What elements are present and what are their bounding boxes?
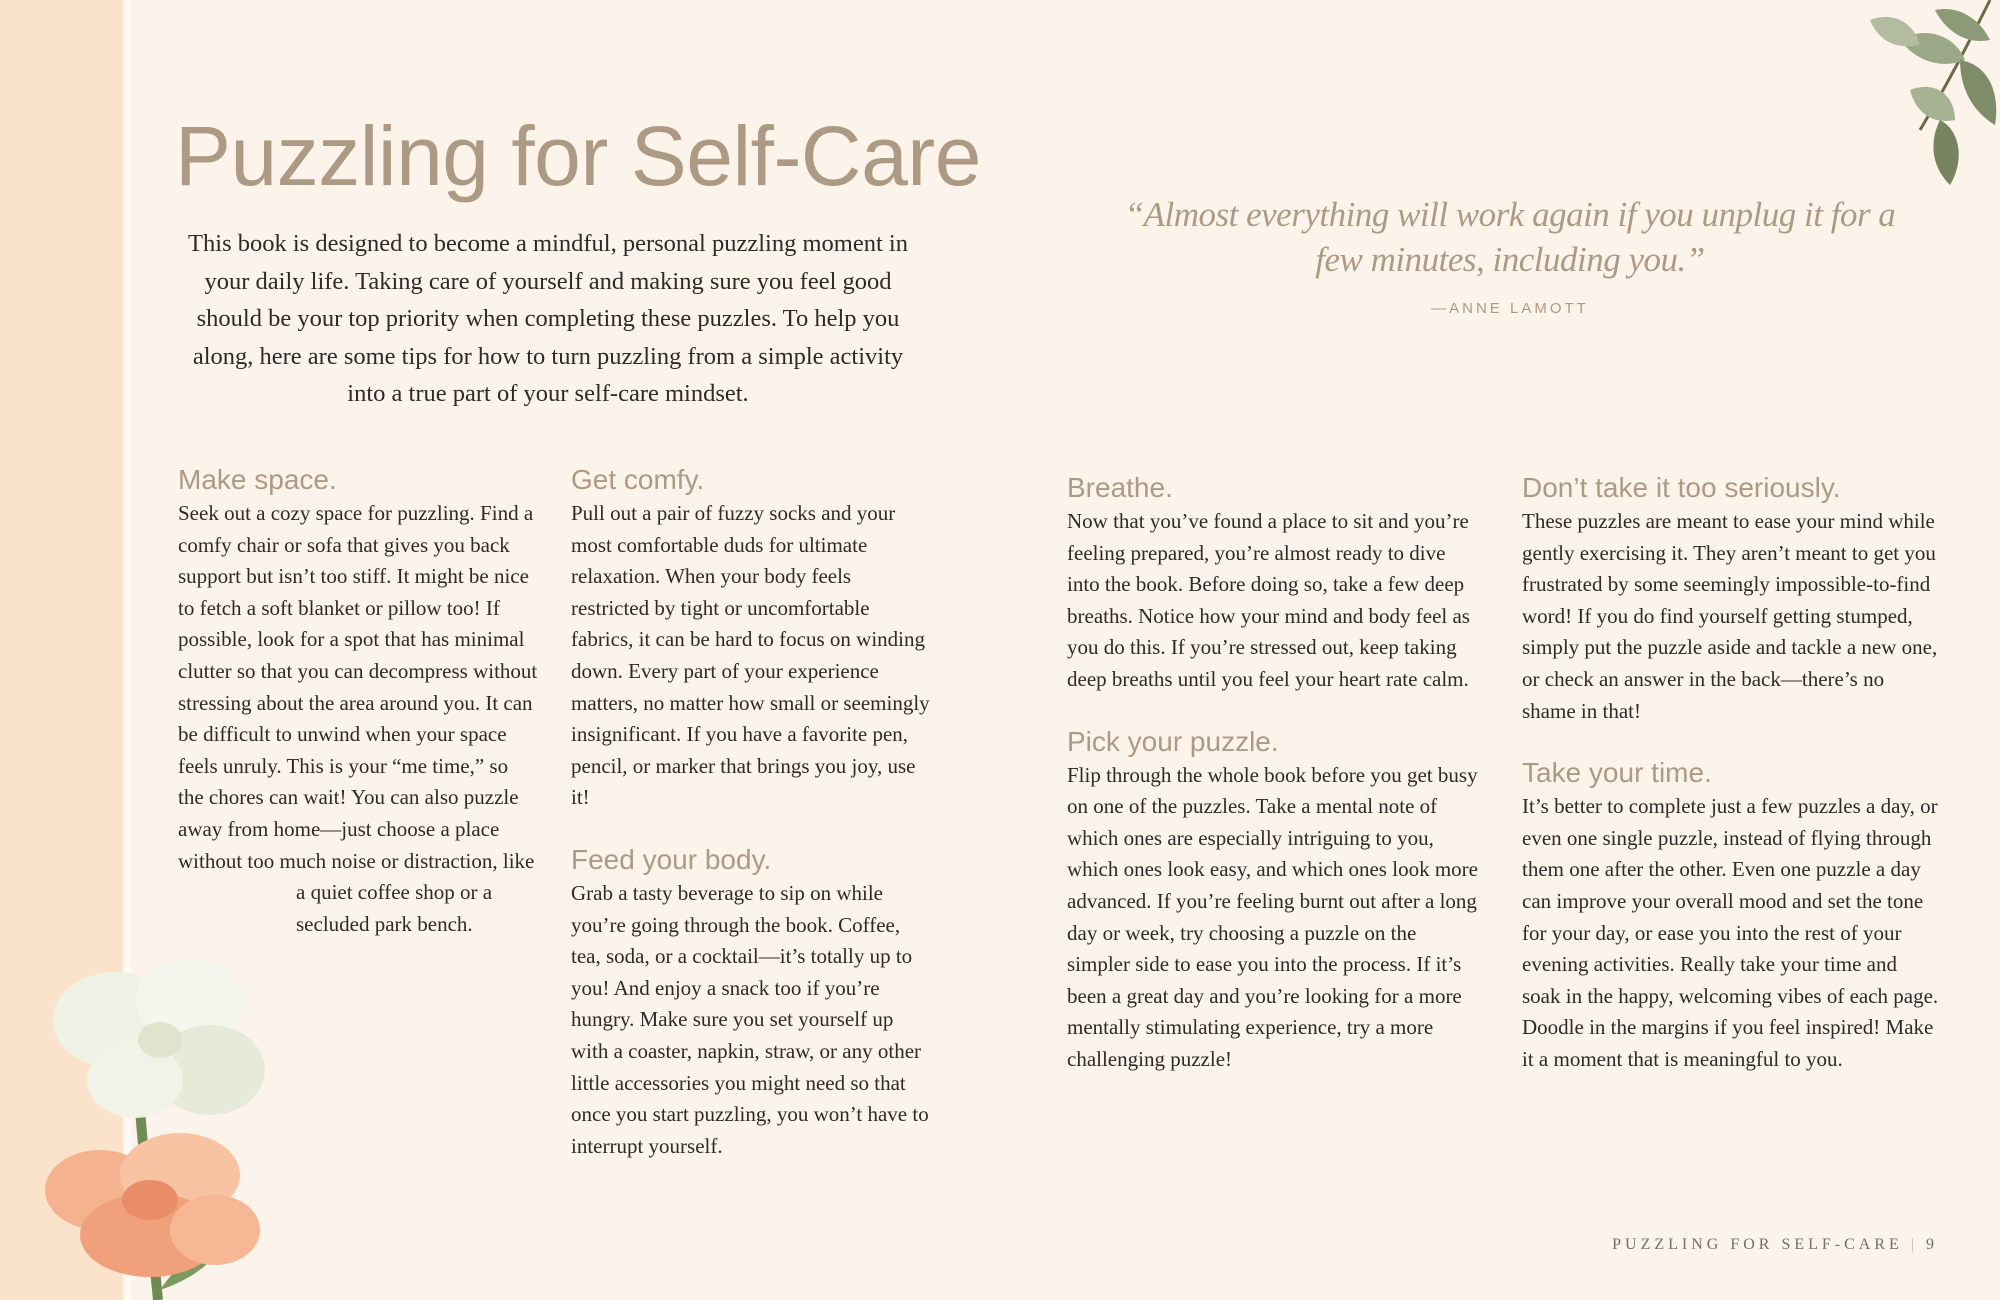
- section-body: Flip through the whole book before you get busy on one of the puzzles. Take a mental note of which ones are especially intriguing to you, which ones look easy, and which ones look more advanced. If you’re feeling burnt out after a long day or week, try choosing a puzzle on the simpler side to ease you into the process. If it’s been a great day and you’re looking for a more mentally stimulating experience, try a more challenging puzzle!: [1067, 762, 1478, 1071]
- section-get-comfy: [571, 462, 933, 814]
- section-heading: Breathe.: [1067, 472, 1173, 503]
- column-2: [571, 462, 933, 1162]
- column-1: [178, 462, 538, 940]
- section-make-space: [178, 462, 538, 940]
- page-number: 9: [1926, 1236, 1938, 1253]
- section-body-tail: a quiet coffee shop or a secluded park bench.: [296, 880, 493, 936]
- footer-divider: |: [1910, 1236, 1918, 1253]
- section-body: Seek out a cozy space for puzzling. Find a comfy chair or sofa that gives you back support but isn’t too stiff. It might be nice to fetch a soft blanket or pillow too! If possible, look for a spot that has minimal clutter so that you can decompress without stressing about the area around you. It can be difficult to unwind when your space feels unruly. This is your “me time,” so the chores can wait! You can also puzzle away from home—just choose a place without too much noise or distraction, like: [178, 501, 538, 873]
- quote-attribution: —ANNE LAMOTT: [1431, 300, 1589, 317]
- section-feed-your-body: [571, 842, 933, 1162]
- section-breathe: [1067, 470, 1479, 696]
- section-heading: Take your time.: [1522, 757, 1712, 789]
- section-take-your-time: [1522, 755, 1940, 1075]
- section-heading: Feed your body.: [571, 843, 772, 875]
- section-body: It’s better to complete just a few puzzles a day, or even one single puzzle, instead of flying through them one after the other. Even one puzzle a day can improve your overall mood and set the tone for your day, or ease you into the rest of your evening activities. Really take your time and soak in the happy, welcoming vibes of each page. Doodle in the margins if you feel inspired! Make it a moment that is meaningful to you.: [1522, 794, 1939, 1071]
- section-heading: Get comfy.: [571, 464, 705, 495]
- page-title: Puzzling for Self-Care: [175, 109, 981, 203]
- column-3: [1067, 470, 1479, 1076]
- pull-quote: “Almost everything will work again if you unplug it for a few minutes, including you.”: [1124, 195, 1896, 279]
- section-body: Now that you’ve found a place to sit and you’re feeling prepared, you’re almost ready to dive into the book. Before doing so, take a few deep breaths. Notice how your mind and body feel as you do this. If you’re stressed out, keep taking deep breaths until you feel your heart rate calm.: [1067, 509, 1470, 691]
- flower-illustration: [40, 960, 300, 1300]
- running-footer: [1612, 1236, 1938, 1254]
- section-pick-your-puzzle: [1067, 724, 1479, 1076]
- running-head: PUZZLING FOR SELF-CARE: [1612, 1236, 1903, 1253]
- section-heading: Make space.: [178, 464, 337, 495]
- leaf-sprig-illustration: [1840, 0, 2000, 210]
- section-body: Grab a tasty beverage to sip on while you’re going through the book. Coffee, tea, soda, or a cocktail—it’s totally up to you! And enjoy a snack too if you’re hungry. Make sure you set yourself up with a coaster, napkin, straw, or any other little accessories you might need so that once you start puzzling, you won’t have to interrupt yourself.: [571, 880, 929, 1158]
- section-heading: Don’t take it too seriously.: [1522, 472, 1841, 503]
- section-body: Pull out a pair of fuzzy socks and your most comfortable duds for ultimate relaxation. When your body feels restricted by tight or uncomfortable fabrics, it can be hard to focus on winding down. Every part of your experience matters, no matter how small or seemingly insignificant. If you have a favorite pen, pencil, or marker that brings you joy, use it!: [571, 501, 930, 810]
- section-dont-take-it-too-seriously: [1522, 470, 1940, 727]
- column-4: [1522, 470, 1940, 1076]
- intro-paragraph: This book is designed to become a mindful, personal puzzling moment in your daily life. Taking care of yourself and making sure you feel good should be your top priority when completing these puzzles. To help you along, here are some tips for how to turn puzzling from a simple activity into a true part of your self-care mindset.: [188, 230, 908, 407]
- section-body: These puzzles are meant to ease your mind while gently exercising it. They aren’t meant to get you frustrated by some seemingly impossible-to-find word! If you do find yourself getting stumped, simply put the puzzle aside and tackle a new one, or check an answer in the back—there’s no shame in that!: [1522, 509, 1938, 723]
- section-heading: Pick your puzzle.: [1067, 725, 1279, 757]
